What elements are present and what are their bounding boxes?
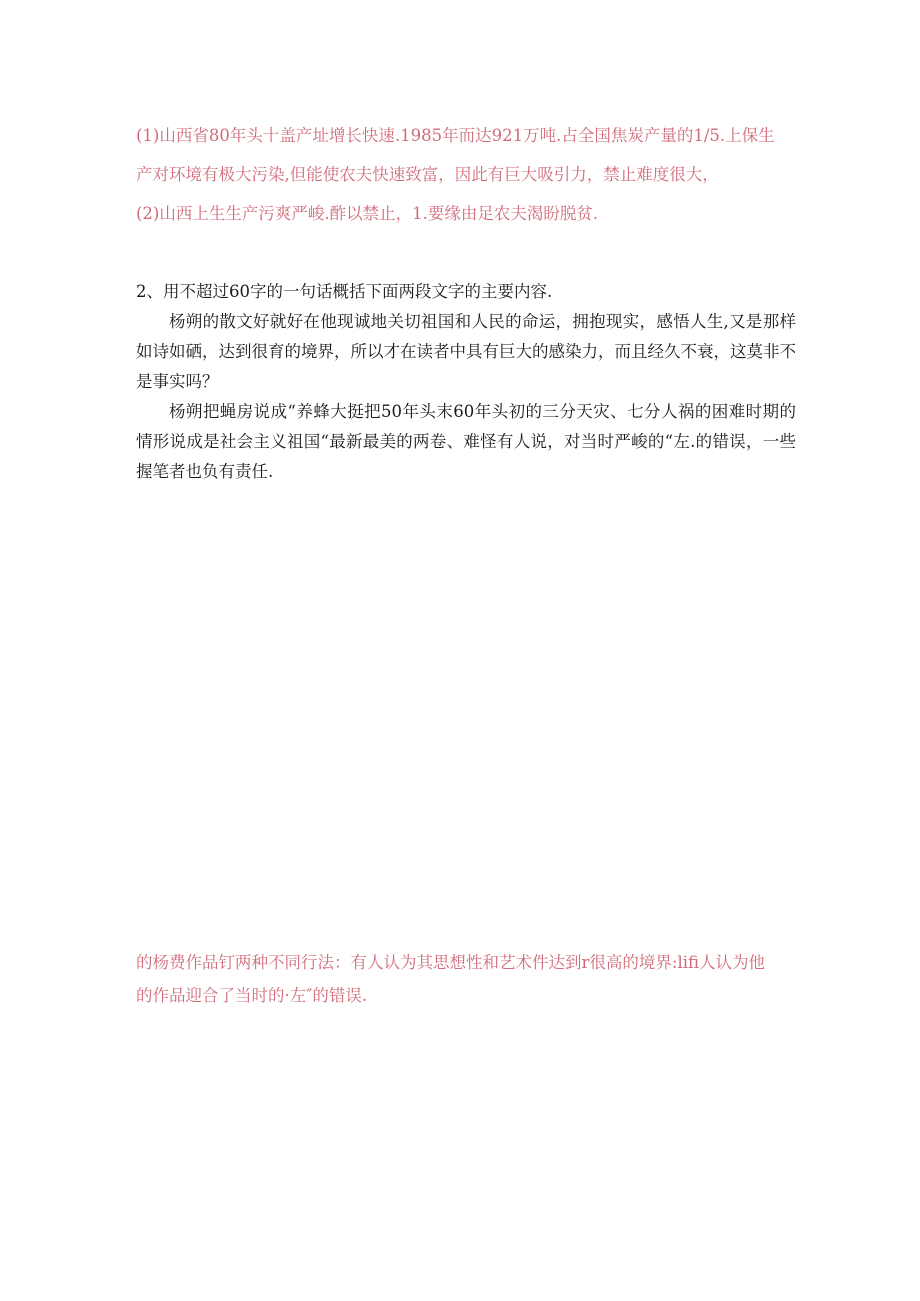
answer-1-line-3: (2)山西上生生产污爽严峻.酢以禁止，1.要缘由足农夫渴盼脱贫. [136,204,599,223]
answer-block-2 [136,946,796,1012]
question-2-paragraph-2: 杨朔把蝇房说成“养蜂大挺把50年头末60年头初的三分天灾、七分人祸的困难时期的情形说成是社会主义祖国“最新最美的两卷、难怪有人说，对当时严峻的“左.的错误，一些握笔者也负有责任. [136,402,796,481]
answer-2-line-1: 的杨费作品钉两种不同行法：有人认为其思想性和艺术件达到r很高的境界:lifi人认为他 [136,953,766,972]
question-2 [136,277,796,487]
answer-block-1 [136,116,796,233]
question-2-prompt: 2、用不超过60字的一句话概括下面两段文字的主要内容. [136,282,553,301]
answer-1-line-2: 产对环境有极大污染,但能使农夫快速致富，因此有巨大吸引力，禁止难度很大， [136,165,719,184]
answer-1-line-1: (1)山西省80年头十盖产址增长快速.1985年而达921万吨.占全国焦炭产量的1/5.上保生 [136,126,775,145]
question-2-paragraph-1: 杨朔的散文好就好在他现诚地关切祖国和人民的命运，拥抱现实，感悟人生,又是那样如诗如硒，达到很育的境界，所以才在读者中具有巨大的感染力，而且经久不衰，这莫非不是事实吗？ [136,312,796,391]
answer-2-line-2: 的作品迎合了当时的·左″的错误. [136,986,368,1005]
